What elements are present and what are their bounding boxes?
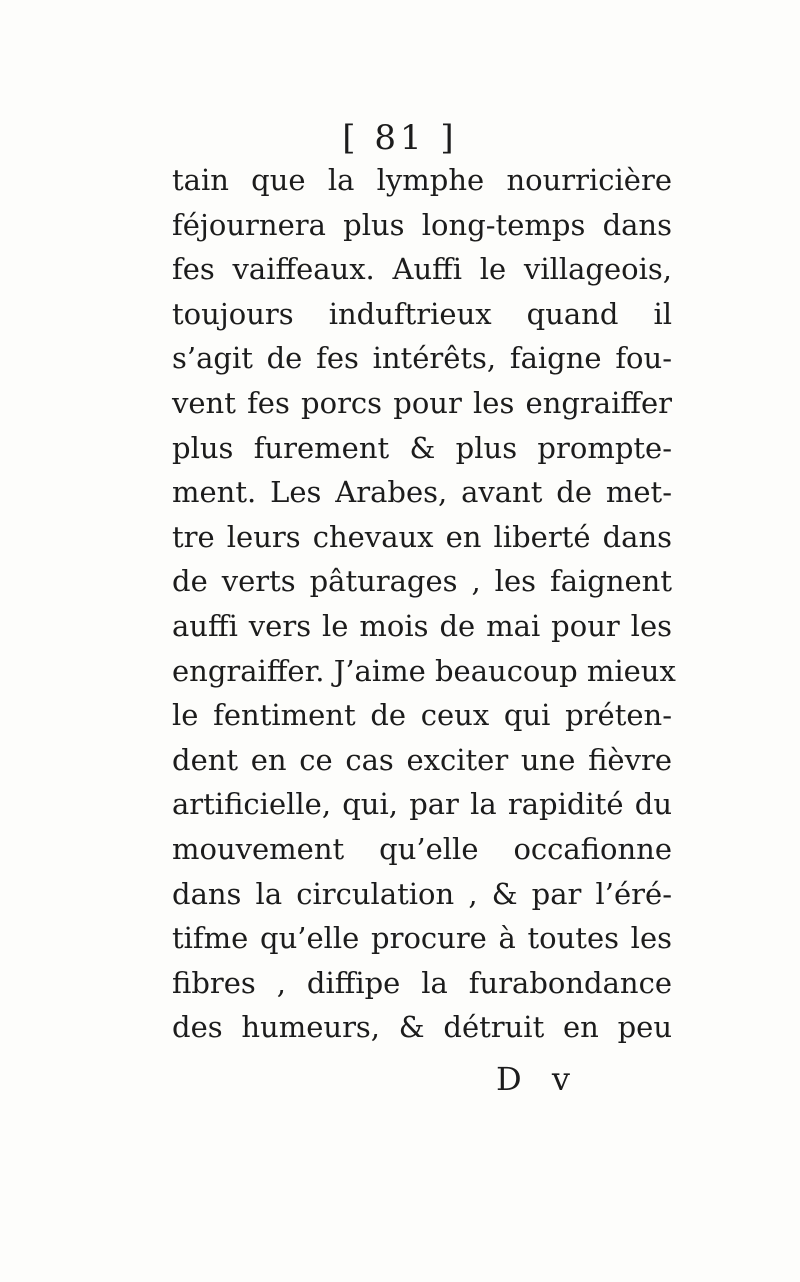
signature-mark: D v <box>496 1060 580 1098</box>
text-line: tifme qu’elle procure à toutes les <box>172 921 672 956</box>
body-text <box>172 158 676 1050</box>
text-line: féjournera plus long-temps dans <box>172 207 672 242</box>
page-number: [ 81 ] <box>342 118 458 158</box>
text-line: tre leurs chevaux en liberté dans <box>172 519 672 554</box>
text-line: ment. Les Arabes, avant de met- <box>172 475 672 510</box>
text-line: le fentiment de ceux qui préten- <box>172 698 672 733</box>
text-line: fes vaiffeaux. Auffi le villageois, <box>172 252 672 287</box>
text-line: toujours induftrieux quand il <box>172 296 672 331</box>
text-line: dent en ce cas exciter une fièvre <box>172 742 672 777</box>
text-line: plus furement & plus prompte- <box>172 430 672 465</box>
text-line: engraiffer. J’aime beaucoup mieux <box>172 653 676 688</box>
text-line: mouvement qu’elle occafionne <box>172 831 672 866</box>
text-line: artificielle, qui, par la rapidité du <box>172 787 672 822</box>
text-line: fibres , diffipe la furabondance <box>172 965 672 1000</box>
text-line: tain que la lymphe nourricière <box>172 163 672 197</box>
text-line: auffi vers le mois de mai pour les <box>172 608 672 643</box>
text-line: dans la circulation , & par l’éré- <box>172 876 672 911</box>
text-line: vent fes porcs pour les engraiffer <box>172 385 672 420</box>
text-line: s’agit de fes intérêts, faigne fou- <box>172 341 672 376</box>
text-line: des humeurs, & détruit en peu <box>172 1010 672 1045</box>
text-line: de verts pâturages , les faignent <box>172 564 672 599</box>
